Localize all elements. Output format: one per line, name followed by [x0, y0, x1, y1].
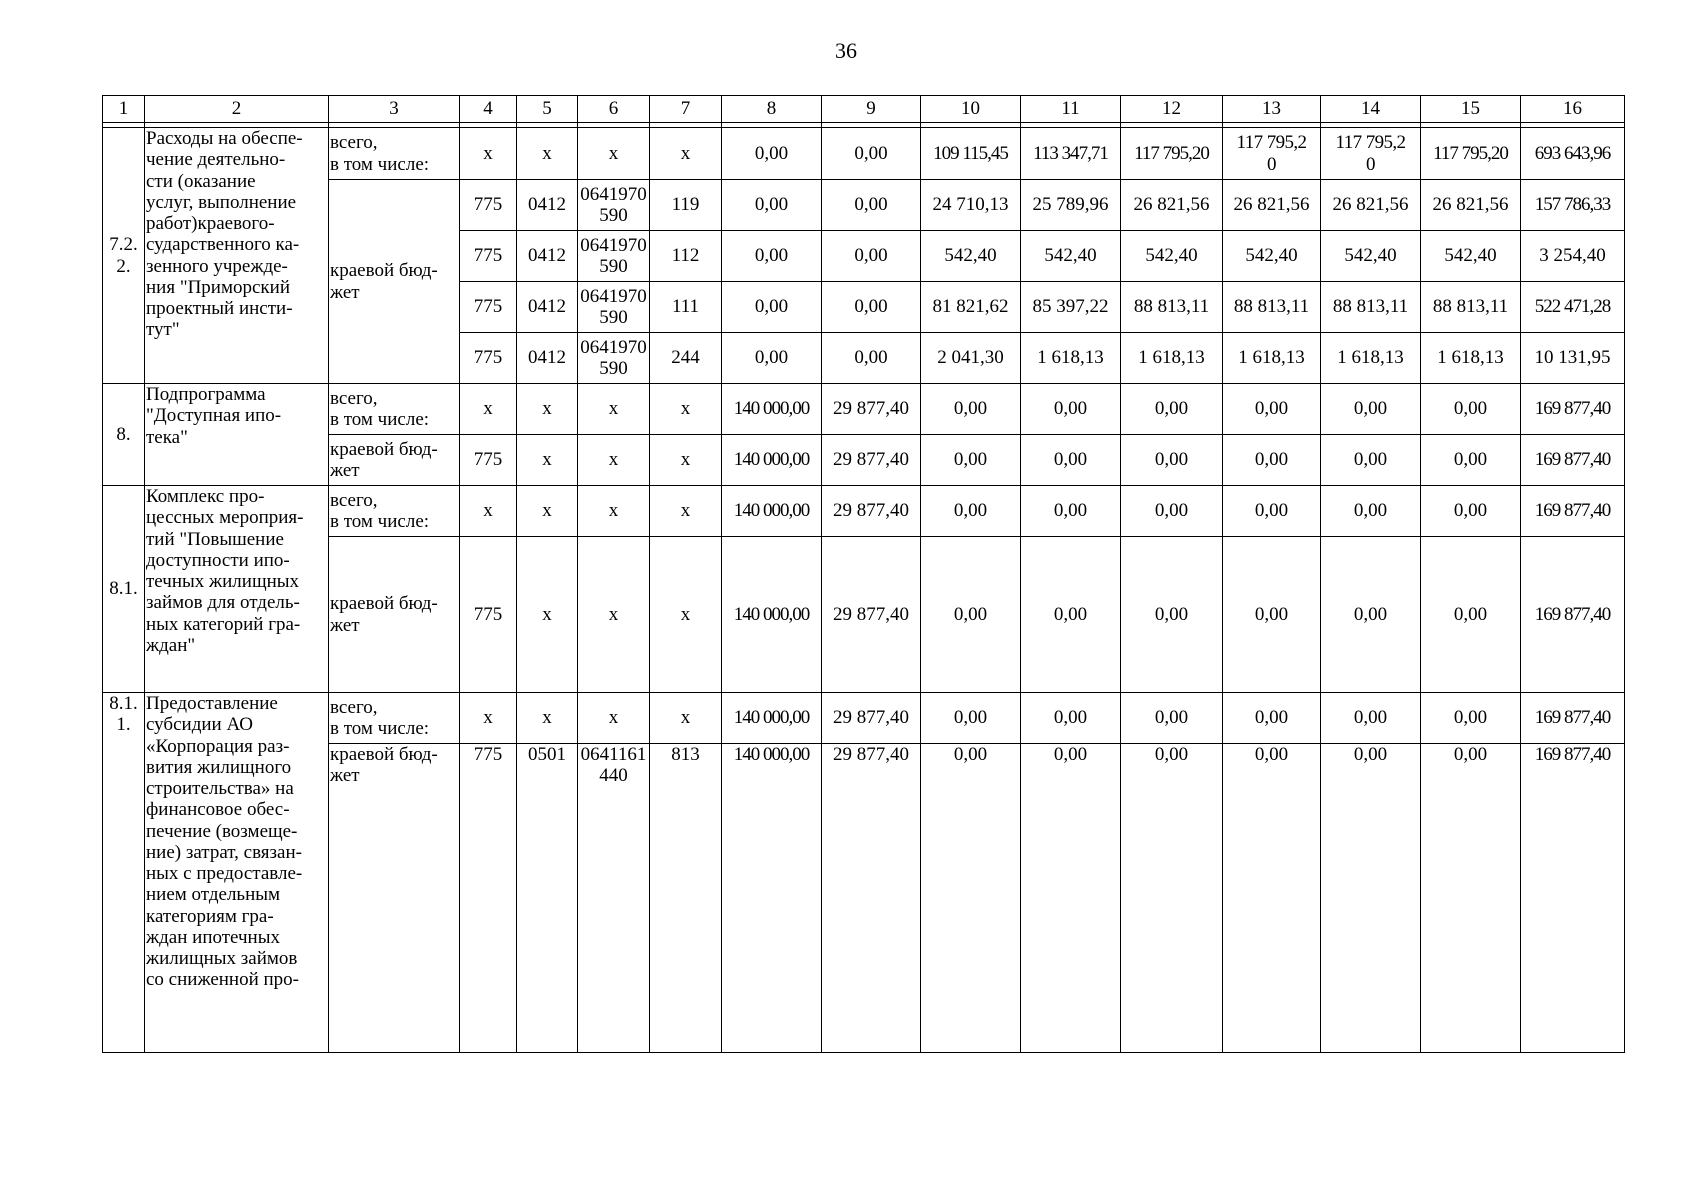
value-cell: 1 618,13	[1321, 333, 1421, 384]
value-cell: 169 877,40	[1521, 435, 1625, 486]
value-cell: 0,00	[1021, 435, 1121, 486]
value-cell: x	[578, 384, 650, 435]
value-cell: 775	[460, 744, 517, 1053]
row-number: 8.	[103, 384, 145, 486]
value-cell: 26 821,56	[1223, 180, 1321, 231]
value-cell: 0,00	[1421, 435, 1521, 486]
value-cell: 0,00	[722, 333, 822, 384]
value-cell: 1 618,13	[1021, 333, 1121, 384]
value-cell: x	[650, 435, 722, 486]
value-cell: 140 000,00	[722, 486, 822, 537]
value-cell: x	[578, 693, 650, 744]
value-cell: 0,00	[1021, 537, 1121, 693]
value-cell: 522 471,28	[1521, 282, 1625, 333]
value-cell: 0,00	[1021, 693, 1121, 744]
funding-source: всего, в том числе:	[329, 128, 460, 180]
table-row	[103, 384, 1625, 435]
value-cell: 81 821,62	[921, 282, 1021, 333]
value-cell: 542,40	[921, 231, 1021, 282]
value-cell: 29 877,40	[822, 693, 921, 744]
table-row	[103, 128, 1625, 180]
value-cell: 25 789,96	[1021, 180, 1121, 231]
column-header: 6	[578, 96, 650, 123]
value-cell: 542,40	[1223, 231, 1321, 282]
value-cell: 0412	[517, 333, 578, 384]
funding-source: краевой бюд- жет	[329, 435, 460, 486]
value-cell: 775	[460, 231, 517, 282]
value-cell: 775	[460, 435, 517, 486]
funding-source: всего, в том числе:	[329, 384, 460, 435]
value-cell: x	[650, 693, 722, 744]
value-cell: 0,00	[1223, 744, 1321, 1053]
value-cell: 0,00	[1223, 435, 1321, 486]
row-number: 7.2. 2.	[103, 128, 145, 384]
value-cell: 169 877,40	[1521, 693, 1625, 744]
funding-source: краевой бюд- жет	[329, 537, 460, 693]
value-cell: 88 813,11	[1421, 282, 1521, 333]
value-cell: 0,00	[1321, 744, 1421, 1053]
value-cell: 0,00	[1021, 486, 1121, 537]
value-cell: 0,00	[1121, 537, 1223, 693]
value-cell: 542,40	[1021, 231, 1121, 282]
value-cell: 117 795,20	[1121, 128, 1223, 180]
value-cell: x	[650, 537, 722, 693]
column-header: 1	[103, 96, 145, 123]
value-cell: 0,00	[1321, 435, 1421, 486]
value-cell: 169 877,40	[1521, 384, 1625, 435]
value-cell: 140 000,00	[722, 537, 822, 693]
value-cell: 29 877,40	[822, 384, 921, 435]
value-cell: 85 397,22	[1021, 282, 1121, 333]
value-cell: 0641970 590	[578, 333, 650, 384]
value-cell: 29 877,40	[822, 486, 921, 537]
value-cell: 88 813,11	[1121, 282, 1223, 333]
value-cell: 0,00	[1121, 744, 1223, 1053]
budget-table	[102, 95, 1625, 1053]
column-header: 2	[145, 96, 329, 123]
value-cell: 117 795,20	[1421, 128, 1521, 180]
value-cell: 113 347,71	[1021, 128, 1121, 180]
value-cell: 3 254,40	[1521, 231, 1625, 282]
funding-source: всего, в том числе:	[329, 486, 460, 537]
value-cell: 0,00	[921, 486, 1021, 537]
column-header: 10	[921, 96, 1021, 123]
value-cell: 0,00	[722, 282, 822, 333]
funding-source: краевой бюд- жет	[329, 180, 460, 384]
value-cell: 0412	[517, 231, 578, 282]
value-cell: x	[578, 128, 650, 180]
value-cell: 0,00	[822, 128, 921, 180]
value-cell: 0,00	[1121, 435, 1223, 486]
table-row	[103, 744, 1625, 1053]
value-cell: 26 821,56	[1321, 180, 1421, 231]
column-header: 16	[1521, 96, 1625, 123]
column-header: 4	[460, 96, 517, 123]
column-header: 12	[1121, 96, 1223, 123]
table-row	[103, 180, 1625, 231]
value-cell: x	[517, 435, 578, 486]
value-cell: x	[460, 128, 517, 180]
value-cell: 0,00	[1223, 693, 1321, 744]
value-cell: 244	[650, 333, 722, 384]
value-cell: 542,40	[1121, 231, 1223, 282]
value-cell: 24 710,13	[921, 180, 1021, 231]
value-cell: 169 877,40	[1521, 537, 1625, 693]
value-cell: 0,00	[722, 180, 822, 231]
value-cell: 0641970 590	[578, 231, 650, 282]
table-row	[103, 435, 1625, 486]
value-cell: 140 000,00	[722, 384, 822, 435]
value-cell: 0,00	[1321, 486, 1421, 537]
value-cell: 0,00	[1421, 693, 1521, 744]
value-cell: 0641970 590	[578, 282, 650, 333]
value-cell: 0,00	[921, 693, 1021, 744]
value-cell: 88 813,11	[1321, 282, 1421, 333]
value-cell: x	[517, 693, 578, 744]
value-cell: 0641970 590	[578, 180, 650, 231]
value-cell: 1 618,13	[1121, 333, 1223, 384]
value-cell: 2 041,30	[921, 333, 1021, 384]
value-cell: 1 618,13	[1421, 333, 1521, 384]
value-cell: 140 000,00	[722, 744, 822, 1053]
value-cell: 0,00	[921, 537, 1021, 693]
row-name: Расходы на обеспе- чение деятельно- сти (оказание услуг, выполнение работ)краевого- сударственного ка- зенного учрежде- ния "Приморский проектный инсти- тут"	[145, 128, 329, 384]
value-cell: x	[460, 486, 517, 537]
value-cell: 0,00	[921, 744, 1021, 1053]
row-number: 8.1.	[103, 486, 145, 693]
value-cell: 0,00	[722, 231, 822, 282]
column-header: 15	[1421, 96, 1521, 123]
value-cell: 112	[650, 231, 722, 282]
value-cell: 0,00	[1421, 384, 1521, 435]
value-cell: 0,00	[822, 333, 921, 384]
value-cell: 0,00	[1223, 537, 1321, 693]
value-cell: 117 795,2 0	[1321, 128, 1421, 180]
value-cell: x	[460, 384, 517, 435]
value-cell: 542,40	[1421, 231, 1521, 282]
value-cell: x	[517, 537, 578, 693]
value-cell: 169 877,40	[1521, 744, 1625, 1053]
value-cell: 0,00	[1223, 384, 1321, 435]
value-cell: 693 643,96	[1521, 128, 1625, 180]
column-header: 5	[517, 96, 578, 123]
table-row	[103, 693, 1625, 744]
value-cell: 0,00	[1121, 486, 1223, 537]
row-number: 8.1. 1.	[103, 693, 145, 1053]
value-cell: x	[650, 384, 722, 435]
value-cell: 88 813,11	[1223, 282, 1321, 333]
value-cell: x	[517, 486, 578, 537]
value-cell: 0,00	[1421, 744, 1521, 1053]
table-row	[103, 537, 1625, 693]
column-header: 11	[1021, 96, 1121, 123]
value-cell: x	[578, 435, 650, 486]
column-header: 14	[1321, 96, 1421, 123]
value-cell: x	[517, 384, 578, 435]
value-cell: 0,00	[822, 180, 921, 231]
value-cell: 0412	[517, 282, 578, 333]
header-row	[103, 96, 1625, 123]
value-cell: 0641161 440	[578, 744, 650, 1053]
value-cell: 0,00	[1321, 384, 1421, 435]
value-cell: 0412	[517, 180, 578, 231]
value-cell: 0,00	[822, 231, 921, 282]
value-cell: 0,00	[1021, 744, 1121, 1053]
value-cell: 26 821,56	[1121, 180, 1223, 231]
row-name: Комплекс про- цессных мероприя- тий "Повышение доступности ипо- течных жилищных займов для отдель- ных категорий гра- ждан"	[145, 486, 329, 693]
column-header: 8	[722, 96, 822, 123]
value-cell: 775	[460, 537, 517, 693]
value-cell: 0,00	[1421, 486, 1521, 537]
value-cell: 0,00	[921, 384, 1021, 435]
row-name: Подпрограмма "Доступная ипо- тека"	[145, 384, 329, 486]
row-name: Предоставление субсидии АО «Корпорация раз- вития жилищного строительства» на финансовое обес- печение (возмеще- ние) затрат, связан- ных с предоставле- нием отдельным категориям гра- ждан ипотечных жилищных займов со сниженной про-	[145, 693, 329, 1053]
value-cell: 157 786,33	[1521, 180, 1625, 231]
value-cell: 29 877,40	[822, 435, 921, 486]
value-cell: x	[650, 486, 722, 537]
value-cell: 775	[460, 333, 517, 384]
value-cell: 0,00	[1321, 537, 1421, 693]
value-cell: 775	[460, 180, 517, 231]
value-cell: x	[578, 486, 650, 537]
value-cell: 0501	[517, 744, 578, 1053]
value-cell: 109 115,45	[921, 128, 1021, 180]
value-cell: 0,00	[1223, 486, 1321, 537]
value-cell: 26 821,56	[1421, 180, 1521, 231]
page-number: 36	[835, 38, 857, 63]
value-cell: 119	[650, 180, 722, 231]
value-cell: 1 618,13	[1223, 333, 1321, 384]
value-cell: 169 877,40	[1521, 486, 1625, 537]
value-cell: 813	[650, 744, 722, 1053]
column-header: 3	[329, 96, 460, 123]
value-cell: 0,00	[722, 128, 822, 180]
column-header: 7	[650, 96, 722, 123]
value-cell: 0,00	[921, 435, 1021, 486]
value-cell: 0,00	[1121, 384, 1223, 435]
value-cell: 775	[460, 282, 517, 333]
value-cell: 140 000,00	[722, 693, 822, 744]
value-cell: 0,00	[1321, 693, 1421, 744]
value-cell: 542,40	[1321, 231, 1421, 282]
value-cell: 140 000,00	[722, 435, 822, 486]
value-cell: 0,00	[1121, 693, 1223, 744]
value-cell: 0,00	[1021, 384, 1121, 435]
value-cell: 10 131,95	[1521, 333, 1625, 384]
value-cell: 111	[650, 282, 722, 333]
value-cell: 117 795,2 0	[1223, 128, 1321, 180]
value-cell: x	[578, 537, 650, 693]
value-cell: x	[517, 128, 578, 180]
value-cell: x	[460, 693, 517, 744]
value-cell: 0,00	[1421, 537, 1521, 693]
funding-source: краевой бюд- жет	[329, 744, 460, 1053]
value-cell: x	[650, 128, 722, 180]
funding-source: всего, в том числе:	[329, 693, 460, 744]
value-cell: 29 877,40	[822, 744, 921, 1053]
value-cell: 0,00	[822, 282, 921, 333]
column-header: 13	[1223, 96, 1321, 123]
table-row	[103, 486, 1625, 537]
column-header: 9	[822, 96, 921, 123]
value-cell: 29 877,40	[822, 537, 921, 693]
